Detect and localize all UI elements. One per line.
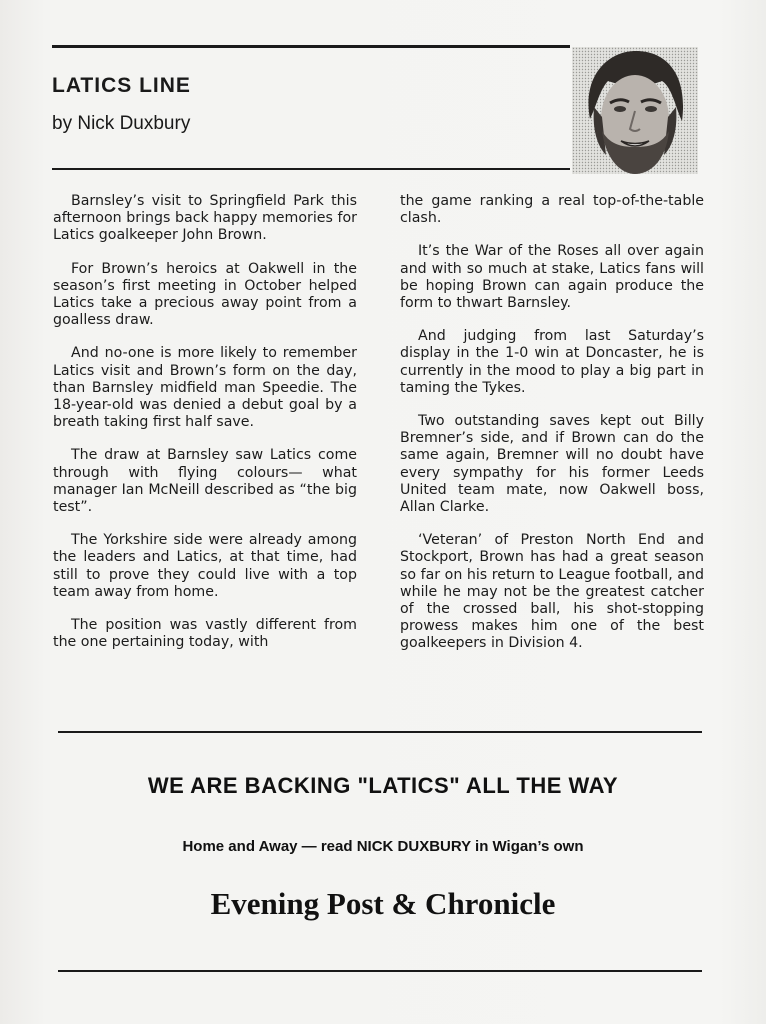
article-paragraph: ‘Veteran’ of Preston North End and Stockport, Brown has had a great season so far on his return to League football, and while he may not be the greatest catcher of the crossed ball, his shot-stopping prowess makes him one of the best goalkeepers in Division 4. — [400, 532, 704, 652]
article-paragraph: Barnsley’s visit to Springfield Park this afternoon brings back happy memories for Latics goalkeeper John Brown. — [53, 193, 357, 244]
article-paragraph: For Brown’s heroics at Oakwell in the season’s first meeting in October helped Latics take a precious away point from a goalless draw. — [53, 260, 357, 329]
advert-slogan: WE ARE BACKING "LATICS" ALL THE WAY — [147, 773, 619, 798]
advert-top-rule — [58, 731, 702, 733]
article-right-column — [400, 193, 704, 669]
column-title: LATICS LINE — [52, 74, 191, 97]
author-portrait-icon — [572, 47, 698, 174]
header-bottom-rule — [52, 168, 570, 170]
article-paragraph: The draw at Barnsley saw Latics come through with flying colours— what manager Ian McNeill described as “the big test”. — [53, 447, 357, 516]
byline: by Nick Duxbury — [52, 113, 191, 134]
advert-promo-line: Home and Away — read NICK DUXBURY in Wigan’s own — [182, 838, 584, 855]
article-paragraph: And judging from last Saturday’s display in the 1-0 win at Doncaster, he is currently in the mood to play a big part in taming the Tykes. — [400, 328, 704, 396]
article-paragraph: The position was vastly different from the one pertaining today, with — [53, 617, 357, 651]
author-photo — [572, 47, 698, 174]
newspaper-name: Evening Post & Chronicle — [210, 886, 556, 921]
advert-bottom-rule — [58, 970, 702, 972]
article-paragraph: the game ranking a real top-of-the-table clash. — [400, 193, 704, 227]
article-paragraph: It’s the War of the Roses all over again and with so much at stake, Latics fans will be hoping Brown can again produce the form to thwart Barnsley. — [400, 243, 704, 312]
article-left-column — [53, 193, 357, 667]
header-top-rule — [52, 45, 570, 48]
article-paragraph: And no-one is more likely to remember Latics visit and Brown’s form on the day, than Barnsley midfield man Speedie. The 18-year-old was denied a debut goal by a breath taking first half save. — [53, 345, 357, 431]
article-paragraph: Two outstanding saves kept out Billy Bremner’s side, and if Brown can do the same again, Bremner will no doubt have every sympathy for his former Leeds United team mate, now Oakwell boss, Allan Clarke. — [400, 413, 704, 516]
article-paragraph: The Yorkshire side were already among the leaders and Latics, at that time, had still to prove they could live with a top team away from home. — [53, 532, 357, 600]
